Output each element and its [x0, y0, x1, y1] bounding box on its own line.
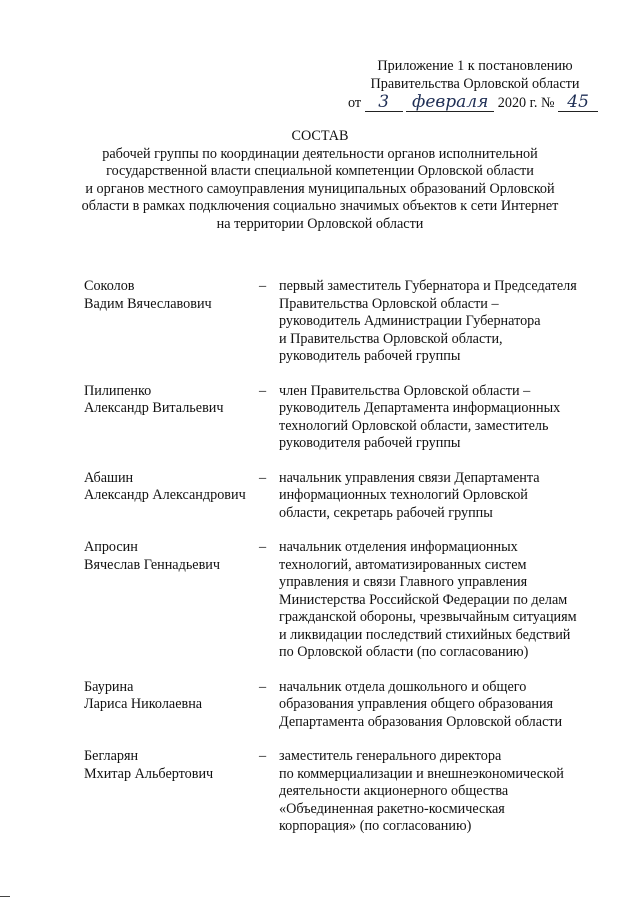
role-line: по коммерциализации и внешнеэкономической	[279, 765, 564, 782]
title-line: и органов местного самоуправления муниципальных образований Орловской	[85, 180, 555, 197]
role-line: области, секретарь рабочей группы	[279, 504, 493, 521]
role-line: руководитель Департамента информационных	[279, 400, 561, 416]
role-line: начальник отделения информационных	[279, 539, 518, 555]
member-surname: Баурина	[84, 678, 134, 695]
title-line: государственной власти специальной компетенции Орловской области	[106, 163, 534, 179]
member-given-name: Александр Александрович	[84, 487, 246, 503]
member-given-name: Вячеслав Геннадьевич	[84, 556, 221, 573]
role-line: начальник отдела дошкольного и общего	[279, 678, 527, 695]
member-dash: –	[259, 748, 267, 764]
role-line: руководитель Администрации Губернатора	[279, 313, 541, 329]
member-role	[279, 539, 604, 662]
role-line: Министерства Российской Федерации по делам	[279, 591, 568, 608]
role-line: первый заместитель Губернатора и Председателя	[279, 278, 577, 294]
role-line: «Объединенная ракетно-космическая	[279, 800, 505, 817]
member-dash: –	[259, 382, 267, 399]
title-line: области в рамках подключения социально значимых объектов к сети Интернет	[81, 198, 559, 214]
role-line: руководитель рабочей группы	[279, 348, 461, 364]
member-role	[279, 383, 604, 453]
from-label: от	[348, 95, 362, 111]
member-entry	[84, 679, 604, 732]
member-surname: Соколов	[84, 278, 135, 294]
member-entry	[84, 278, 604, 366]
handwritten-month: февраля	[406, 93, 494, 112]
appendix-date-line	[340, 93, 610, 113]
member-surname: Бегларян	[84, 748, 139, 764]
appendix-header	[340, 58, 610, 113]
title-line: на территории Орловской области	[216, 215, 424, 232]
role-line: технологий Орловской области, заместитель	[279, 417, 549, 434]
role-line: по Орловской области (по согласованию)	[279, 644, 529, 660]
role-line: Департамента образования Орловской области	[279, 713, 563, 730]
member-surname: Абашин	[84, 469, 134, 486]
role-line: управления и связи Главного управления	[279, 574, 528, 590]
member-role	[279, 748, 604, 836]
member-surname: Апросин	[84, 539, 138, 555]
member-entry	[84, 539, 604, 662]
role-line: руководителя рабочей группы	[279, 435, 461, 451]
handwritten-day: 3	[365, 93, 403, 112]
appendix-line-2: Правительства Орловской области	[370, 75, 580, 92]
page-edge-mark	[0, 896, 10, 897]
role-line: технологий, автоматизированных систем	[279, 556, 527, 573]
handwritten-number: 45	[558, 93, 598, 112]
member-given-name: Лариса Николаевна	[84, 696, 203, 712]
role-line: корпорация» (по согласованию)	[279, 818, 472, 834]
member-entry	[84, 470, 604, 523]
role-line: заместитель генерального директора	[279, 748, 502, 764]
member-given-name: Александр Витальевич	[84, 400, 224, 416]
role-line: член Правительства Орловской области –	[279, 382, 531, 399]
member-entry	[84, 748, 604, 836]
role-line: Правительства Орловской области –	[279, 295, 499, 312]
member-dash: –	[259, 278, 267, 294]
year-number-label: 2020 г. №	[497, 95, 555, 111]
member-name	[84, 539, 259, 662]
role-line: образования управления общего образования	[279, 696, 554, 712]
member-given-name: Вадим Вячеславович	[84, 295, 212, 312]
role-line: гражданской обороны, чрезвычайным ситуациям	[279, 609, 577, 625]
role-line: деятельности акционерного общества	[279, 783, 509, 799]
member-name	[84, 679, 259, 732]
member-dash: –	[259, 539, 267, 555]
member-role	[279, 470, 604, 523]
member-surname: Пилипенко	[84, 382, 152, 399]
member-entry	[84, 383, 604, 453]
member-name	[84, 748, 259, 836]
role-line: информационных технологий Орловской	[279, 487, 528, 503]
member-name	[84, 278, 259, 366]
member-role	[279, 278, 604, 366]
member-name	[84, 470, 259, 523]
members-list	[84, 278, 604, 853]
role-line: и ликвидации последствий стихийных бедствий	[279, 626, 571, 643]
title-heading: СОСТАВ	[291, 128, 349, 144]
member-role	[279, 679, 604, 732]
role-line: начальник управления связи Департамента	[279, 469, 540, 486]
member-name	[84, 383, 259, 453]
document-title	[60, 128, 580, 233]
member-dash: –	[259, 678, 267, 695]
member-dash: –	[259, 469, 267, 486]
role-line: и Правительства Орловской области,	[279, 330, 503, 347]
appendix-line-1: Приложение 1 к постановлению	[377, 58, 573, 74]
member-given-name: Мхитар Альбертович	[84, 765, 214, 782]
title-line: рабочей группы по координации деятельности органов исполнительной	[102, 145, 538, 162]
